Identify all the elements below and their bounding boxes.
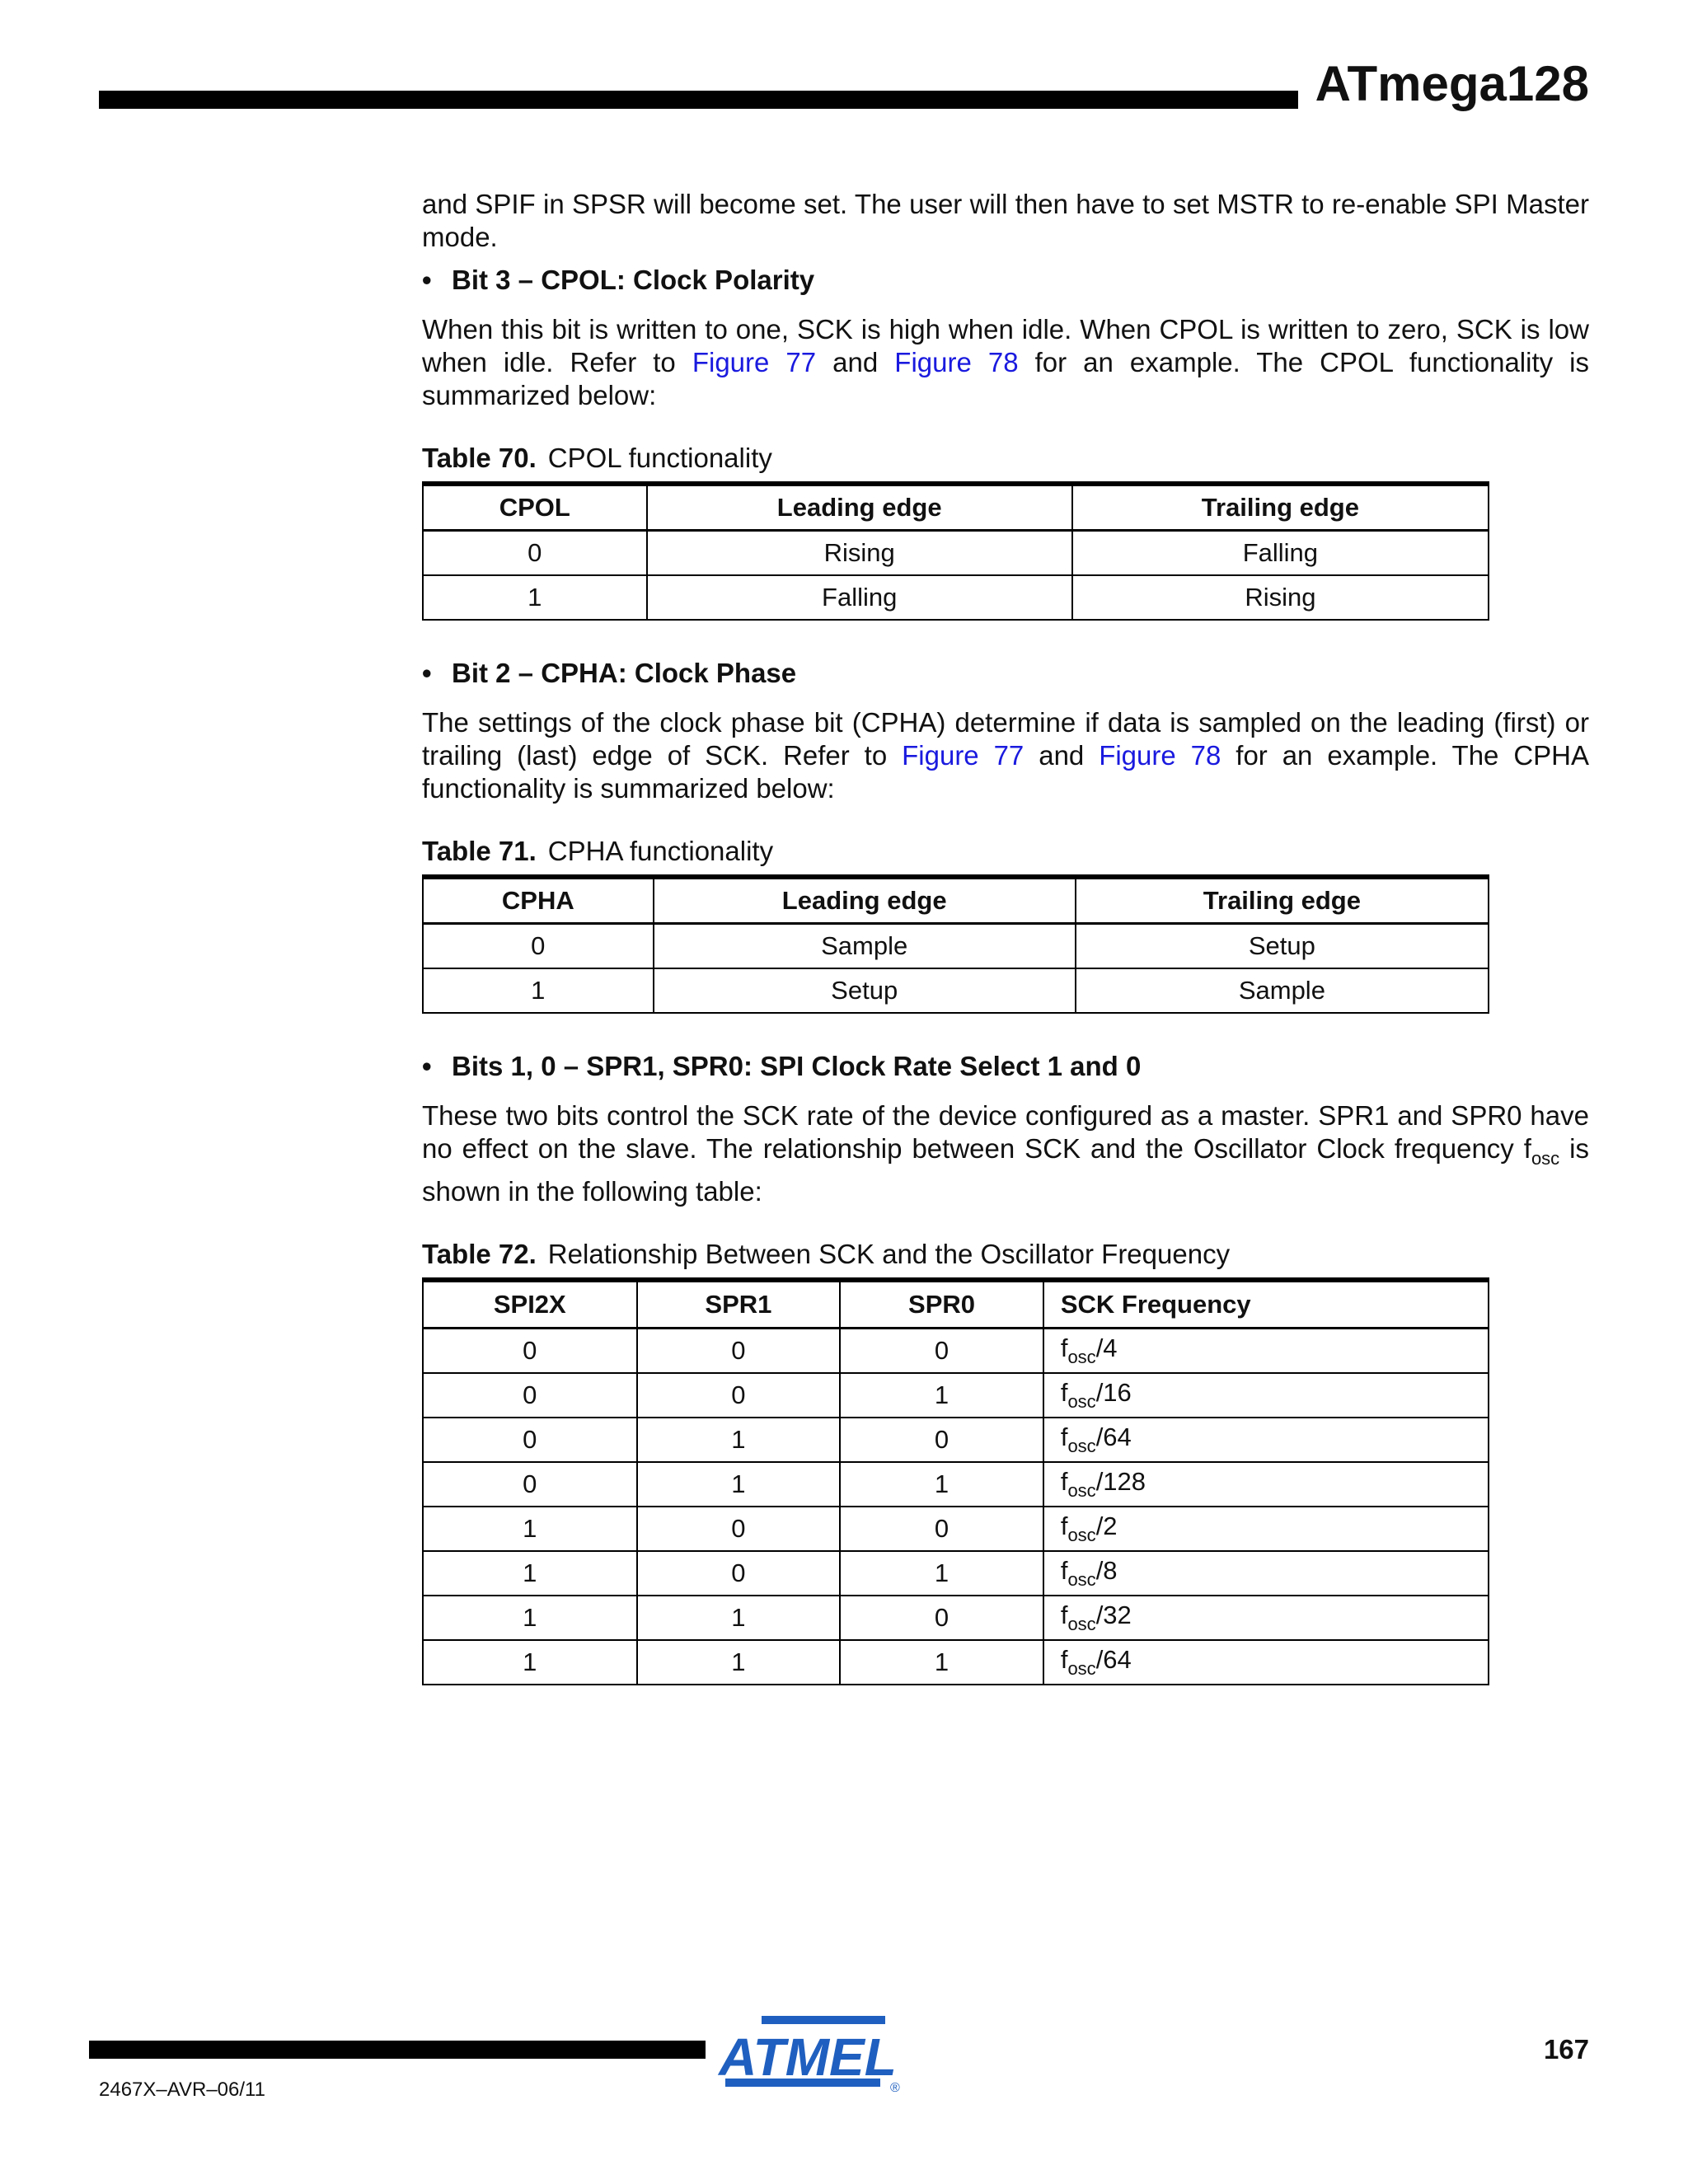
cpha-paragraph: The settings of the clock phase bit (CPHA) determine if data is sampled on the leading (first) or trailing (last) edge of SCK. Refer to Figure 77 and Figure 78 for an example. The CPHA functionality is summarized below:: [422, 707, 1589, 804]
table-cell: Rising: [1072, 575, 1489, 620]
table-cell: Sample: [654, 924, 1076, 969]
table-cell: 1: [637, 1640, 841, 1685]
atmel-logo: [719, 2011, 900, 2095]
bullet-icon: •: [422, 1051, 432, 1081]
table-cell: 1: [423, 1507, 637, 1551]
table-row: [423, 531, 1489, 576]
table-cell: 1: [423, 968, 654, 1013]
table-cell: 0: [840, 1418, 1043, 1462]
table-cell: Setup: [654, 968, 1076, 1013]
table-cell: 1: [637, 1462, 841, 1507]
table-header-cell: Leading edge: [654, 877, 1076, 924]
figure-78-link[interactable]: Figure 78: [1099, 740, 1221, 771]
figure-77-link[interactable]: Figure 77: [692, 347, 817, 377]
table-cell: 1: [423, 1596, 637, 1640]
table-cell: 0: [637, 1507, 841, 1551]
table-cell: 0: [840, 1507, 1043, 1551]
table-cell: 0: [423, 1329, 637, 1374]
table71-caption: Table 71. CPHA functionality: [422, 836, 774, 866]
table-row: [423, 1507, 1489, 1551]
table-header-cell: CPOL: [423, 484, 647, 531]
table-cell: 1: [840, 1551, 1043, 1596]
logo-registered-mark: ®: [890, 2081, 900, 2095]
table-cell: Rising: [647, 531, 1072, 576]
frequency-cell: $f_{osc}/64$: [1043, 1418, 1489, 1462]
table-row: [423, 1329, 1489, 1374]
footer-rule: [89, 2041, 706, 2059]
table-cell: 0: [637, 1373, 841, 1418]
table-cell: 1: [637, 1596, 841, 1640]
cpha-heading: [422, 657, 1589, 690]
table-header-row: [423, 1280, 1489, 1329]
table-row: [423, 1462, 1489, 1507]
table-row: [423, 1373, 1489, 1418]
table-cell: Setup: [1076, 924, 1489, 969]
table-cell: 0: [840, 1596, 1043, 1640]
frequency-cell: $f_{osc}/8$: [1043, 1551, 1489, 1596]
spr-paragraph: These two bits control the SCK rate of the device configured as a master. SPR1 and SPR0 have no effect on the slave. The relationship between SCK and the Oscillator Clock frequency $f_{osc}$ is shown in the following table:: [422, 1100, 1589, 1207]
cpol-heading: [422, 264, 1589, 297]
frequency-cell: $f_{osc}/4$: [1043, 1329, 1489, 1374]
table-cell: 0: [423, 531, 647, 576]
cpol-paragraph: When this bit is written to one, SCK is high when idle. When CPOL is written to zero, SCK is low when idle. Refer to Figure 77 and Figure 78 for an example. The CPOL functionality is summarized below:: [422, 314, 1589, 410]
table-row: [423, 1551, 1489, 1596]
table72-caption: Table 72. Relationship Between SCK and the Oscillator Frequency: [422, 1239, 1231, 1269]
table-cell: 1: [840, 1640, 1043, 1685]
table-row: [423, 575, 1489, 620]
table-header-cell: Trailing edge: [1076, 877, 1489, 924]
table-cell: 1: [423, 1551, 637, 1596]
table-header-row: [423, 877, 1489, 924]
spr-heading: [422, 1050, 1589, 1083]
frequency-cell: $f_{osc}/128$: [1043, 1462, 1489, 1507]
table-header-cell: SPR1: [637, 1280, 841, 1329]
cpha-heading-text: Bit 2 – CPHA: Clock Phase: [452, 658, 797, 688]
table-cell: 1: [423, 575, 647, 620]
logo-text: ATMEL: [719, 2027, 897, 2087]
table-row: [423, 1418, 1489, 1462]
document-code: 2467X–AVR–06/11: [99, 2079, 265, 2101]
table-cell: 0: [423, 1462, 637, 1507]
logo-top-swoosh: [762, 2016, 885, 2024]
bullet-icon: •: [422, 658, 432, 688]
table-cell: 0: [637, 1551, 841, 1596]
table-cell: 0: [840, 1329, 1043, 1374]
table-row: [423, 1596, 1489, 1640]
page-number: 167: [1543, 2034, 1589, 2064]
table-cell: 0: [637, 1329, 841, 1374]
table-cell: 1: [637, 1418, 841, 1462]
frequency-cell: $f_{osc}/32$: [1043, 1596, 1489, 1640]
table-cell: Falling: [647, 575, 1072, 620]
table-row: [423, 968, 1489, 1013]
table-cell: 0: [423, 1373, 637, 1418]
table-cell: 0: [423, 924, 654, 969]
table-header-cell: Trailing edge: [1072, 484, 1489, 531]
sck-frequency-table: [422, 1277, 1489, 1685]
table-header-cell: Leading edge: [647, 484, 1072, 531]
frequency-cell: $f_{osc}/16$: [1043, 1373, 1489, 1418]
table-cell: 1: [840, 1373, 1043, 1418]
figure-78-link[interactable]: Figure 78: [894, 347, 1019, 377]
page-content: [422, 188, 1589, 1685]
table-row: [423, 1640, 1489, 1685]
table-cell: 1: [423, 1640, 637, 1685]
table-cell: Sample: [1076, 968, 1489, 1013]
table-cell: Falling: [1072, 531, 1489, 576]
table-header-cell: SPI2X: [423, 1280, 637, 1329]
table70-caption: Table 70. CPOL functionality: [422, 443, 772, 473]
header-rule: [99, 91, 1298, 109]
table-header-row: [423, 484, 1489, 531]
bullet-icon: •: [422, 265, 432, 295]
table-header-cell: SPR0: [840, 1280, 1043, 1329]
table-cell: 1: [840, 1462, 1043, 1507]
cpha-table: [422, 874, 1489, 1014]
table-header-cell: SCK Frequency: [1043, 1280, 1489, 1329]
table-header-cell: CPHA: [423, 877, 654, 924]
intro-paragraph: and SPIF in SPSR will become set. The user will then have to set MSTR to re-enable SPI Master mode.: [422, 189, 1589, 252]
table-row: [423, 924, 1489, 969]
figure-77-link[interactable]: Figure 77: [902, 740, 1025, 771]
spr-heading-text: Bits 1, 0 – SPR1, SPR0: SPI Clock Rate Select 1 and 0: [452, 1051, 1142, 1081]
table-cell: 0: [423, 1418, 637, 1462]
frequency-cell: $f_{osc}/64$: [1043, 1640, 1489, 1685]
document-title: ATmega128: [1315, 56, 1589, 111]
frequency-cell: $f_{osc}/2$: [1043, 1507, 1489, 1551]
cpol-table: [422, 481, 1489, 621]
cpol-heading-text: Bit 3 – CPOL: Clock Polarity: [452, 265, 815, 295]
